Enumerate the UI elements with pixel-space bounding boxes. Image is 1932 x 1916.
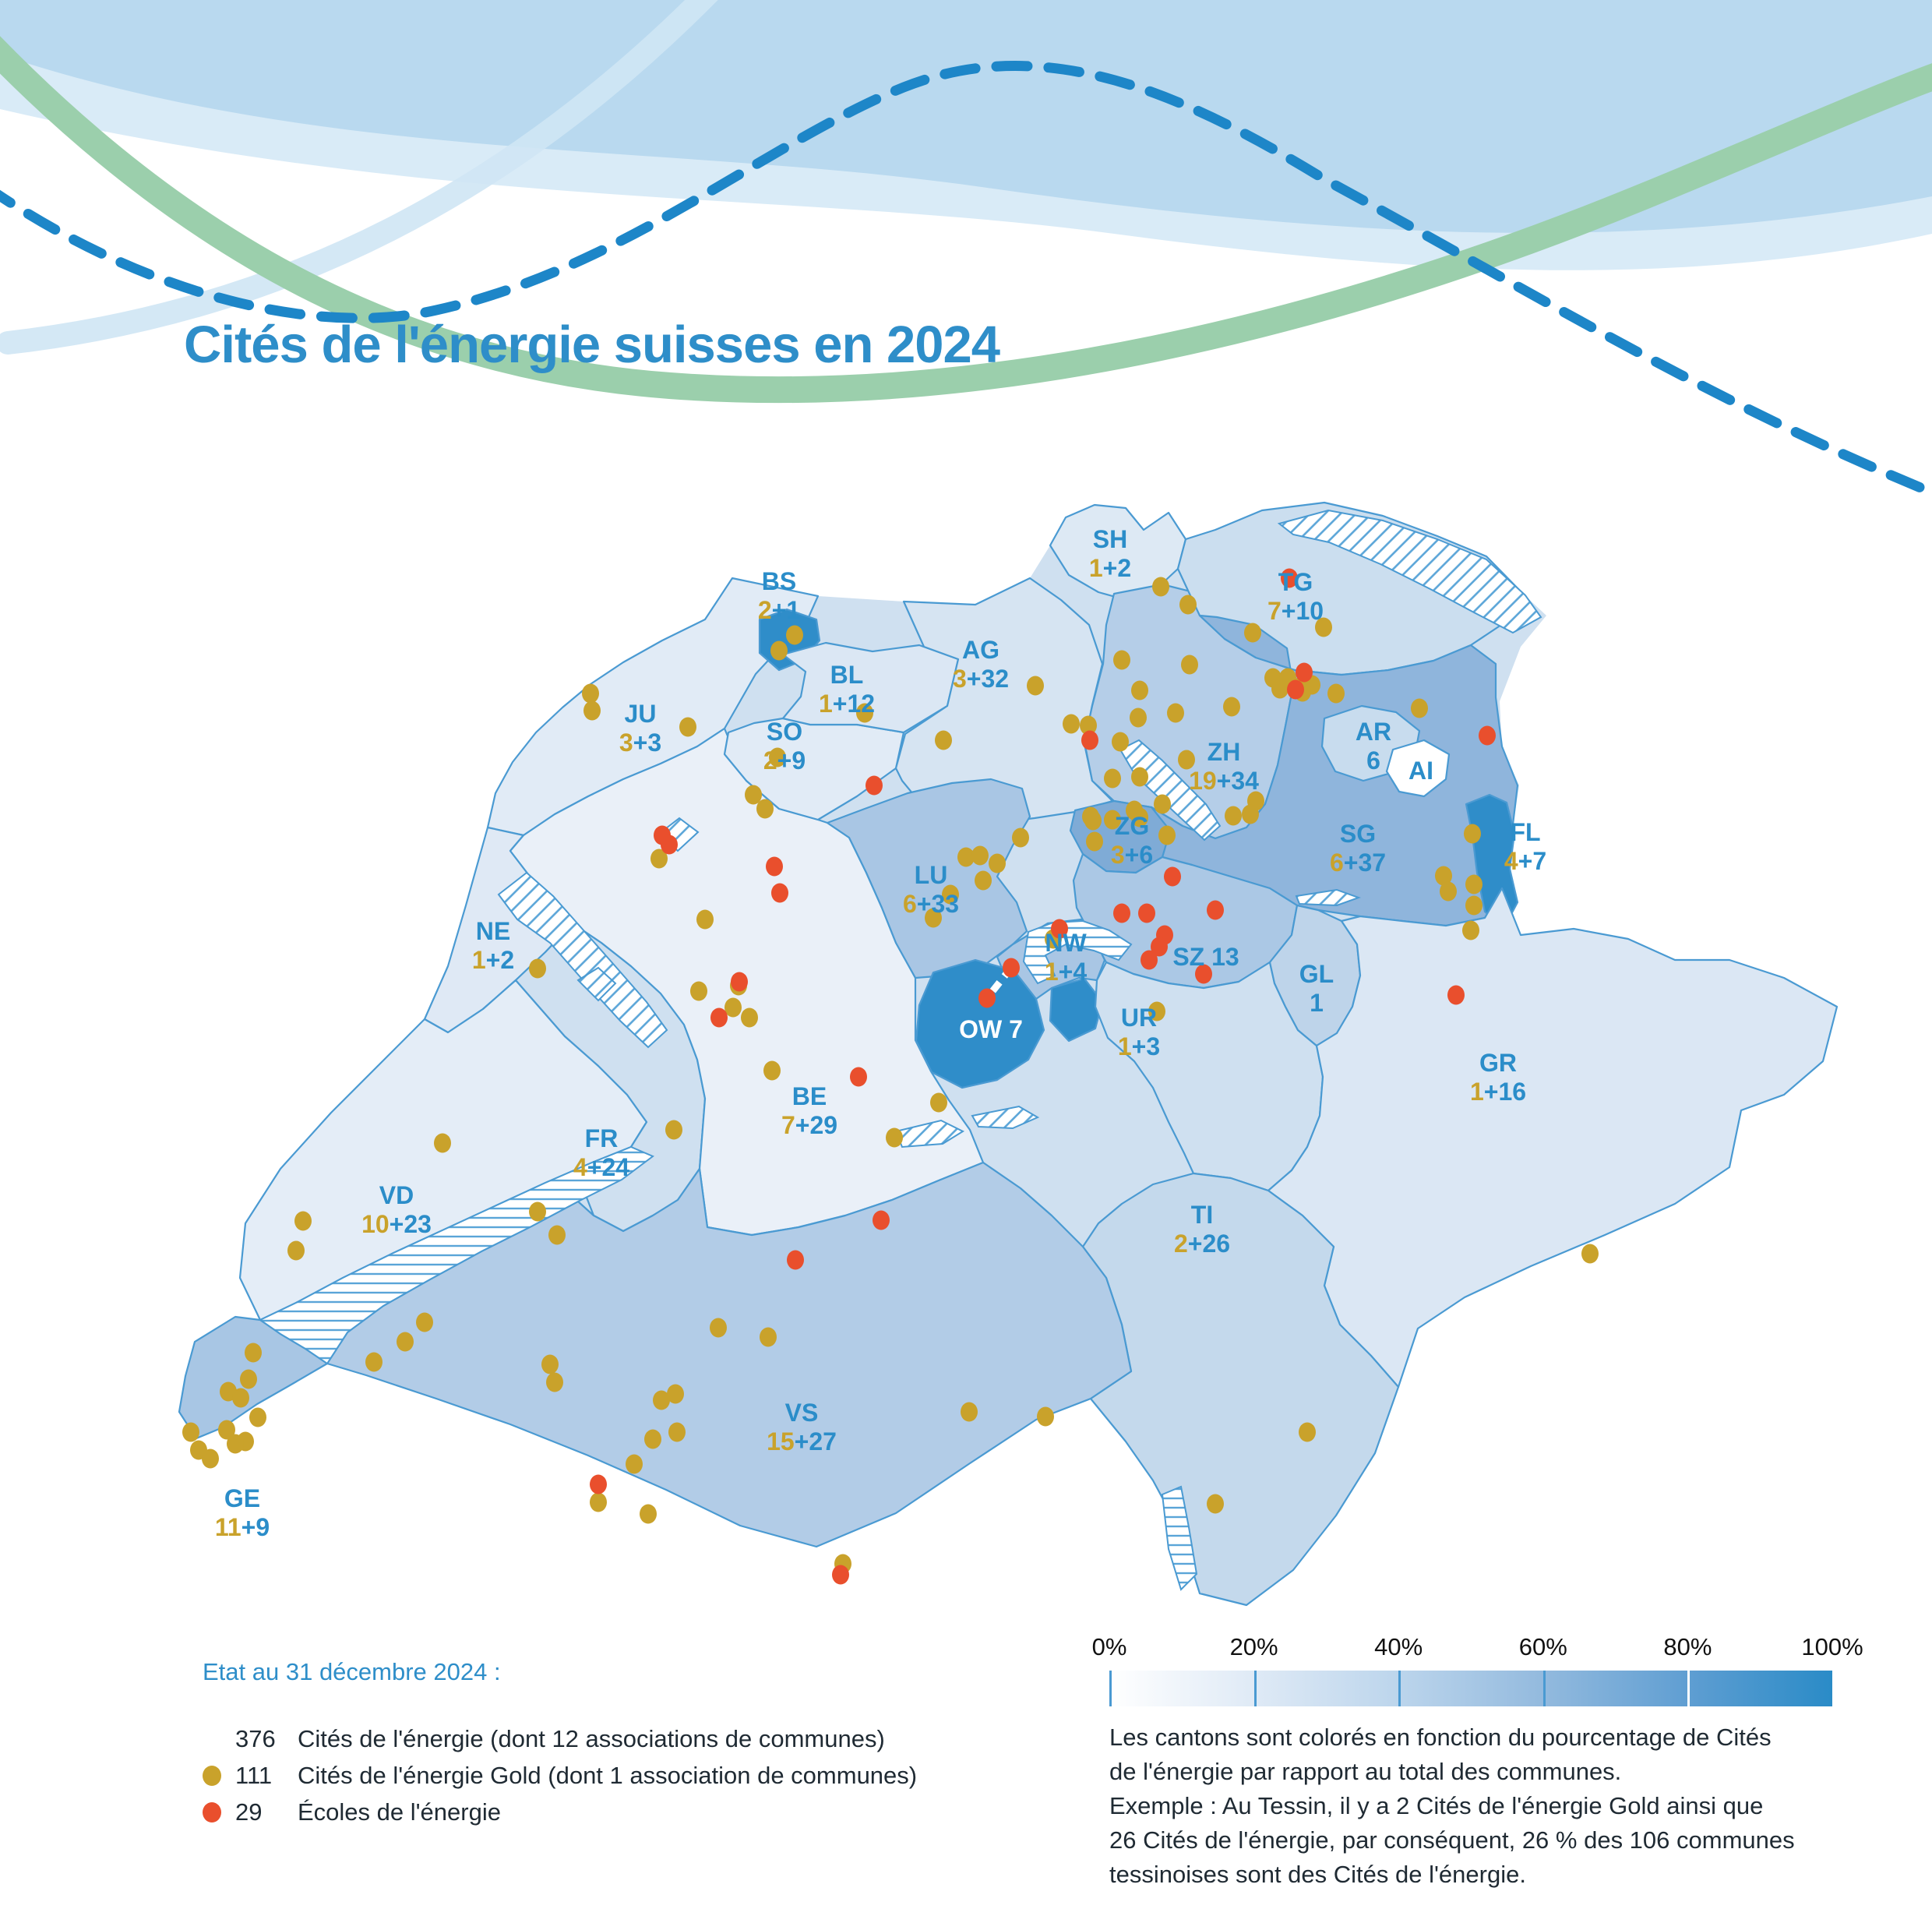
canton-label-nw — [1045, 929, 1088, 986]
energy-school-dot — [654, 826, 671, 845]
gold-city-dot — [397, 1332, 414, 1352]
gold-city-dot — [961, 1403, 978, 1422]
scale-label-80: 80% — [1663, 1633, 1712, 1660]
canton-label-ai — [1408, 757, 1433, 785]
gold-city-dot — [1462, 921, 1479, 940]
gold-city-dot — [287, 1241, 305, 1261]
gold-city-dot — [741, 1008, 758, 1028]
gold-city-dot — [541, 1355, 559, 1374]
svg-text:6: 6 — [1366, 746, 1380, 775]
gold-city-dot — [1465, 896, 1482, 916]
legend-count-total: 376 — [235, 1724, 276, 1752]
svg-text:SG: SG — [1339, 820, 1377, 848]
explanatory-text-line: tessinoises sont des Cités de l'énergie. — [1109, 1861, 1526, 1888]
gold-city-dot — [1440, 882, 1457, 902]
svg-text:SZ 13: SZ 13 — [1172, 943, 1239, 971]
svg-text:4+7: 4+7 — [1504, 847, 1547, 875]
svg-text:3+3: 3+3 — [619, 729, 662, 757]
svg-text:JU: JU — [624, 700, 657, 728]
svg-text:7+29: 7+29 — [781, 1111, 838, 1139]
gold-city-dot — [1271, 679, 1289, 699]
scale-tick — [1543, 1671, 1546, 1706]
gold-city-dot — [434, 1134, 451, 1153]
gold-city-dot — [1063, 715, 1080, 734]
svg-text:FR: FR — [584, 1124, 619, 1152]
gold-city-dot — [227, 1434, 244, 1454]
gold-city-dot — [763, 1061, 781, 1081]
scale-tick — [1109, 1671, 1112, 1706]
svg-text:OW 7: OW 7 — [959, 1015, 1023, 1043]
gold-city-dot — [1131, 767, 1148, 787]
svg-text:VD: VD — [379, 1181, 414, 1209]
svg-text:1: 1 — [1310, 989, 1324, 1017]
svg-text:1+2: 1+2 — [471, 946, 515, 974]
canton-label-ge — [215, 1484, 270, 1541]
gold-city-dot — [626, 1455, 643, 1474]
explanatory-text-line: Exemple : Au Tessin, il y a 2 Cités de l'énergie Gold ainsi que — [1109, 1792, 1764, 1819]
gold-city-dot — [1464, 824, 1481, 844]
gold-city-dot — [1104, 769, 1121, 789]
gold-dot-icon — [203, 1766, 221, 1786]
svg-text:15+27: 15+27 — [767, 1427, 837, 1456]
legend-label-total: Cités de l'énergie (dont 12 associations de communes) — [298, 1724, 885, 1752]
scale-label-20: 20% — [1229, 1633, 1278, 1660]
gold-city-dot — [1027, 676, 1044, 696]
svg-text:7+10: 7+10 — [1267, 597, 1324, 625]
scale-label-0: 0% — [1091, 1633, 1127, 1660]
gold-city-dot — [975, 871, 992, 891]
gold-city-dot — [886, 1128, 903, 1148]
gold-city-dot — [1152, 577, 1169, 597]
svg-text:BS: BS — [761, 567, 797, 595]
svg-text:6+37: 6+37 — [1329, 849, 1387, 877]
legend-row-schools — [203, 1794, 917, 1830]
explanatory-text-line: de l'énergie par rapport au total des communes. — [1109, 1758, 1622, 1785]
gold-city-dot — [756, 799, 774, 819]
legend-count-gold: 111 — [235, 1761, 273, 1789]
svg-text:NW: NW — [1045, 929, 1087, 957]
legend — [203, 1658, 917, 1830]
gold-city-dot — [665, 1120, 682, 1140]
energy-school-dot — [850, 1067, 867, 1087]
canton-label-zg — [1111, 812, 1153, 869]
svg-text:GL: GL — [1299, 960, 1334, 988]
svg-text:AI: AI — [1408, 757, 1433, 785]
svg-text:10+23: 10+23 — [361, 1210, 432, 1238]
svg-text:1+3: 1+3 — [1117, 1032, 1161, 1060]
scale-label-40: 40% — [1374, 1633, 1423, 1660]
gold-city-dot — [416, 1313, 433, 1332]
svg-text:AR: AR — [1355, 718, 1392, 746]
gold-city-dot — [182, 1423, 199, 1442]
energy-school-dot — [978, 989, 996, 1008]
energy-school-dot — [787, 1251, 804, 1270]
gold-city-dot — [930, 1093, 947, 1113]
gold-city-dot — [529, 1202, 546, 1222]
svg-text:11+9: 11+9 — [214, 1513, 270, 1541]
page-title: Cités de l'énergie suisses en 2024 — [184, 316, 1000, 374]
canton-label-so — [763, 718, 806, 775]
energy-school-dot — [771, 884, 788, 903]
gold-city-dot — [971, 846, 989, 866]
scale-gradient-bar — [1109, 1671, 1832, 1706]
gold-city-dot — [770, 641, 788, 661]
gold-city-dot — [760, 1328, 777, 1347]
gold-city-dot — [640, 1505, 657, 1524]
energy-school-dot — [1287, 680, 1304, 700]
gold-city-dot — [1037, 1407, 1054, 1427]
svg-text:LU: LU — [914, 861, 948, 889]
gold-city-dot — [1012, 828, 1029, 848]
energy-school-dot — [1479, 726, 1496, 746]
gold-city-dot — [935, 731, 952, 750]
explanatory-text — [1109, 1720, 1881, 1892]
decorative-header-waves — [0, 0, 1932, 499]
canton-label-sz — [1172, 943, 1239, 971]
gold-city-dot — [232, 1388, 249, 1408]
svg-text:TI: TI — [1190, 1201, 1214, 1229]
gold-city-dot — [1086, 832, 1103, 852]
explanatory-text-line: Les cantons sont colorés en fonction du pourcentage de Cités — [1109, 1724, 1772, 1751]
gold-city-dot — [1130, 708, 1147, 728]
scale-tick — [1687, 1671, 1690, 1706]
energy-school-dot — [710, 1008, 728, 1028]
gold-city-dot — [294, 1212, 312, 1231]
svg-text:3+6: 3+6 — [1110, 841, 1154, 869]
energy-school-dot — [766, 857, 783, 877]
gold-city-dot — [1167, 704, 1184, 723]
gold-city-dot — [548, 1226, 566, 1245]
svg-text:2+26: 2+26 — [1173, 1230, 1231, 1258]
gold-city-dot — [653, 1391, 670, 1410]
gold-city-dot — [1411, 699, 1428, 718]
svg-text:UR: UR — [1120, 1004, 1158, 1032]
svg-text:FL: FL — [1510, 818, 1541, 846]
gold-city-dot — [240, 1370, 257, 1389]
gold-city-dot — [1299, 1423, 1316, 1442]
canton-label-ur — [1118, 1004, 1160, 1060]
svg-text:3+32: 3+32 — [952, 665, 1010, 693]
gold-city-dot — [1581, 1244, 1599, 1264]
gold-city-dot — [1179, 595, 1197, 615]
gold-city-dot — [1244, 623, 1261, 643]
gold-city-dot — [1113, 651, 1130, 670]
energy-school-dot — [866, 776, 883, 796]
legend-label-gold: Cités de l'énergie Gold (dont 1 association de communes) — [298, 1761, 918, 1789]
energy-school-dot — [873, 1211, 890, 1230]
svg-text:SO: SO — [766, 718, 803, 746]
scale-label-100: 100% — [1801, 1633, 1863, 1660]
energy-school-dot — [731, 972, 748, 992]
gold-city-dot — [1327, 684, 1345, 704]
gold-city-dot — [696, 910, 714, 930]
legend-heading: Etat au 31 décembre 2024 : — [203, 1658, 501, 1685]
gold-city-dot — [1131, 681, 1148, 700]
scale-tick-labels — [1091, 1633, 1863, 1664]
svg-text:6+33: 6+33 — [902, 890, 960, 918]
gold-city-dot — [668, 1423, 686, 1442]
canton-label-ne — [472, 917, 514, 974]
energy-school-dot — [590, 1475, 607, 1494]
svg-text:ZH: ZH — [1207, 738, 1241, 766]
svg-text:ZG: ZG — [1114, 812, 1150, 840]
gold-city-dot — [1225, 806, 1242, 826]
legend-label-schools: Écoles de l'énergie — [298, 1798, 501, 1826]
gold-city-dot — [1158, 826, 1176, 845]
gold-city-dot — [245, 1343, 262, 1363]
gold-city-dot — [644, 1430, 661, 1449]
gold-city-dot — [1207, 1494, 1224, 1514]
energy-school-dot — [1207, 901, 1224, 920]
svg-text:BE: BE — [791, 1082, 827, 1110]
energy-school-dot — [1447, 986, 1465, 1005]
percentage-scale — [1091, 1633, 1863, 1706]
svg-text:2+1: 2+1 — [757, 596, 801, 624]
legend-row-gold — [203, 1757, 917, 1794]
legend-row-total — [203, 1720, 917, 1757]
svg-text:4+24: 4+24 — [573, 1153, 630, 1181]
svg-text:BL: BL — [830, 661, 864, 689]
gold-city-dot — [583, 701, 601, 721]
gold-city-dot — [202, 1449, 219, 1469]
gold-city-dot — [1223, 697, 1240, 717]
gold-city-dot — [249, 1408, 266, 1427]
energy-school-dot — [1141, 951, 1158, 970]
energy-school-dot — [1003, 958, 1020, 978]
gold-city-dot — [1242, 805, 1259, 824]
gold-city-dot — [1112, 732, 1129, 752]
energy-school-dot — [1081, 731, 1098, 750]
svg-text:1+4: 1+4 — [1044, 958, 1088, 986]
gold-city-dot — [710, 1318, 727, 1338]
energy-school-dot — [1113, 904, 1130, 923]
gold-city-dot — [529, 959, 546, 979]
gold-city-dot — [582, 684, 599, 704]
svg-text:2+9: 2+9 — [763, 746, 806, 775]
canton-label-sh — [1089, 525, 1131, 582]
canton-label-bs — [758, 567, 800, 624]
gold-city-dot — [365, 1353, 383, 1372]
energy-school-dot — [832, 1565, 849, 1585]
scale-tick — [1398, 1671, 1401, 1706]
svg-text:GE: GE — [224, 1484, 261, 1512]
gold-city-dot — [989, 854, 1006, 873]
canton-label-fl — [1504, 818, 1546, 875]
svg-text:SH: SH — [1092, 525, 1128, 553]
gold-city-dot — [786, 626, 803, 645]
red-dot-icon — [203, 1802, 221, 1822]
gold-city-dot — [690, 982, 707, 1001]
svg-text:AG: AG — [962, 636, 999, 664]
gold-city-dot — [590, 1493, 607, 1512]
svg-text:1+12: 1+12 — [818, 690, 876, 718]
svg-text:GR: GR — [1479, 1049, 1517, 1077]
gold-city-dot — [1181, 655, 1198, 675]
svg-text:19+34: 19+34 — [1189, 767, 1259, 795]
svg-text:NE: NE — [475, 917, 511, 945]
energy-school-dot — [1164, 867, 1181, 887]
gold-city-dot — [546, 1373, 563, 1392]
canton-label-ow — [959, 1015, 1023, 1043]
scale-tick — [1254, 1671, 1257, 1706]
switzerland-map — [179, 503, 1837, 1605]
energy-school-dot — [1138, 904, 1155, 923]
explanatory-text-line: 26 Cités de l'énergie, par conséquent, 26 % des 106 communes — [1109, 1826, 1795, 1854]
legend-count-schools: 29 — [235, 1798, 263, 1826]
legend-no-dot — [203, 1729, 221, 1749]
svg-text:TG: TG — [1278, 568, 1313, 596]
gold-city-dot — [1465, 875, 1482, 894]
svg-text:1+16: 1+16 — [1469, 1078, 1527, 1106]
svg-text:1+2: 1+2 — [1088, 554, 1132, 582]
canton-label-ju — [619, 700, 661, 757]
gold-city-dot — [1154, 795, 1171, 814]
gold-city-dot — [1082, 807, 1099, 827]
svg-text:VS: VS — [784, 1399, 819, 1427]
energy-school-dot — [1296, 663, 1313, 683]
gold-city-dot — [679, 718, 696, 737]
scale-label-60: 60% — [1518, 1633, 1567, 1660]
